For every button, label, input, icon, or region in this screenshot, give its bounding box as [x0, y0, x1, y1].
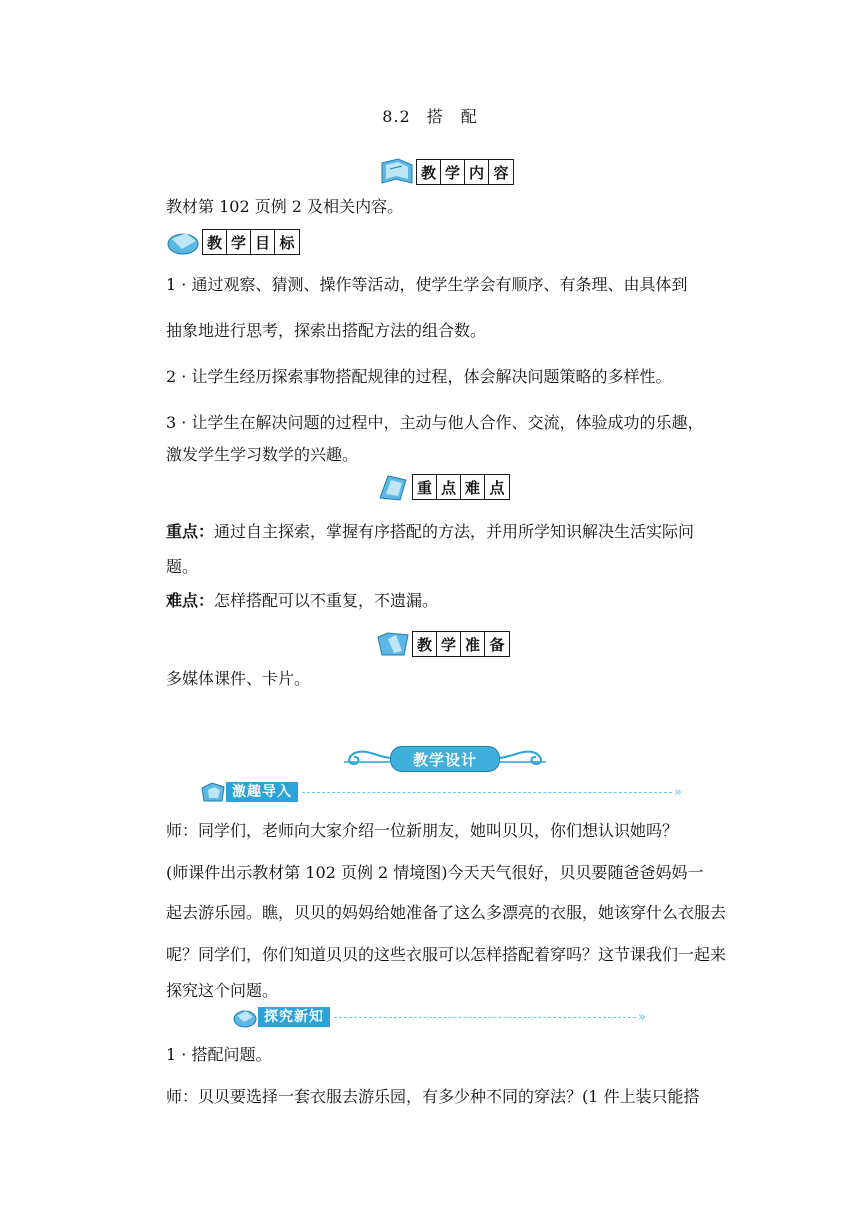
book-icon — [200, 780, 226, 804]
goal-1-line-1: 1 · 通过观察、猜测、操作等活动，使学生学会有顺序、有条理、由具体到 — [166, 275, 688, 294]
key-point-line-1: 重点：通过自主探索，掌握有序搭配的方法，并用所学知识解决生活实际问 — [166, 522, 695, 541]
double-chevron-icon: » — [674, 784, 682, 800]
header-char: 点 — [489, 478, 505, 497]
page-title: 8.2 搭 配 — [382, 107, 478, 126]
header-char: 难 — [461, 475, 485, 499]
key-point-line-2: 题。 — [166, 557, 199, 576]
header-char: 重 — [413, 475, 437, 499]
header-char: 准 — [461, 632, 485, 656]
prep-text: 多媒体课件、卡片。 — [166, 669, 311, 688]
section-header-keypoints — [374, 472, 510, 502]
content-text: 教材第 102 页例 2 及相关内容。 — [166, 197, 404, 216]
intro-paragraph-2-line-2: 起去游乐园。瞧，贝贝的妈妈给她准备了这么多漂亮的衣服，她该穿什么衣服去 — [166, 903, 727, 922]
explore-tag — [232, 1005, 646, 1029]
header-char: 教 — [417, 160, 441, 184]
section-header-goals — [164, 227, 300, 257]
header-char: 学 — [227, 230, 251, 254]
explore-tag-label: 探究新知 — [258, 1007, 330, 1027]
goal-1-line-2: 抽象地进行思考，探索出搭配方法的组合数。 — [166, 321, 487, 340]
header-char: 教 — [413, 632, 437, 656]
goal-3-line-2: 激发学生学习数学的兴趣。 — [166, 445, 359, 464]
header-char: 学 — [437, 632, 461, 656]
header-char: 标 — [279, 233, 295, 252]
header-char: 内 — [465, 160, 489, 184]
intro-tag — [200, 780, 682, 804]
header-char: 容 — [493, 163, 509, 182]
hard-point: 难点：怎样搭配可以不重复，不遗漏。 — [166, 591, 439, 610]
intro-paragraph-2-line-3: 呢？同学们，你们知道贝贝的这些衣服可以怎样搭配着穿吗？这节课我们一起来 — [166, 945, 727, 964]
book-icon — [374, 472, 412, 502]
header-char: 教 — [203, 230, 227, 254]
banner-label: 教学设计 — [390, 746, 500, 772]
key-point-label: 重点： — [166, 522, 215, 541]
goal-2: 2 · 让学生经历探索事物搭配规律的过程，体会解决问题策略的多样性。 — [166, 367, 672, 386]
intro-paragraph-2-line-1: (师课件出示教材第 102 页例 2 情境图)今天天气很好，贝贝要随爸爸妈妈一 — [166, 863, 704, 882]
dashed-line — [302, 792, 672, 793]
goal-3-line-1: 3 · 让学生在解决问题的过程中，主动与他人合作、交流，体验成功的乐趣， — [166, 413, 704, 432]
header-char: 备 — [489, 635, 505, 654]
header-char: 学 — [441, 160, 465, 184]
header-char: 目 — [251, 230, 275, 254]
folder-icon — [374, 629, 412, 659]
intro-tag-label: 激趣导入 — [226, 782, 298, 802]
double-chevron-icon: » — [638, 1009, 646, 1025]
section-header-content — [378, 157, 514, 187]
book-icon — [378, 157, 416, 187]
section-header-prep — [374, 629, 510, 659]
intro-paragraph-2-line-4: 探究这个问题。 — [166, 981, 279, 1000]
intro-paragraph-1: 师：同学们，老师向大家介绍一位新朋友，她叫贝贝，你们想认识她吗？ — [166, 821, 679, 840]
dashed-line — [334, 1017, 636, 1018]
books-icon — [164, 227, 202, 257]
header-char: 点 — [437, 475, 461, 499]
design-banner — [340, 740, 550, 776]
explore-paragraph: 师：贝贝要选择一套衣服去游乐园，有多少种不同的穿法？(1 件上装只能搭 — [166, 1087, 700, 1106]
book-icon — [232, 1005, 258, 1029]
hard-point-label: 难点： — [166, 591, 215, 610]
explore-item-1: 1 · 搭配问题。 — [166, 1045, 272, 1064]
